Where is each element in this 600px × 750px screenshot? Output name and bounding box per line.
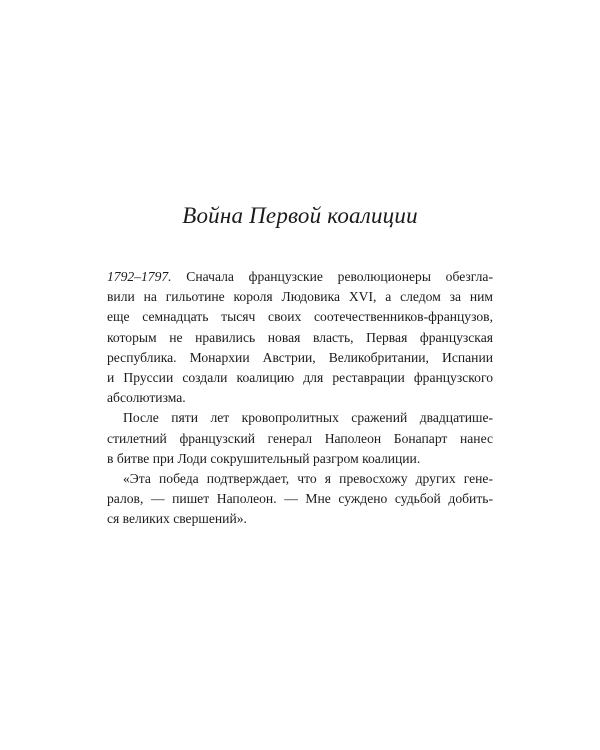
text-line: ралов, — пишет Наполеон. — Мне суждено судьбой добить- xyxy=(107,491,493,507)
text-line: и Пруссии создали коалицию для реставрации французского xyxy=(107,370,493,386)
text-line: вили на гильотине короля Людовика XVI, а следом за ним xyxy=(107,289,493,305)
text-line: 1792–1797. Сначала французские революционеры обезгла- xyxy=(107,269,493,284)
text-line: «Эта победа подтверждает, что я превосхожу других гене- xyxy=(123,471,493,487)
paragraph-3 xyxy=(107,469,493,530)
date-range: 1792–1797. xyxy=(107,269,172,284)
text-line: еще семнадцать тысяч своих соотечественников-французов, xyxy=(107,309,493,325)
body-text xyxy=(107,267,493,530)
text-line: республика. Монархии Австрии, Великобритании, Испании xyxy=(107,349,493,365)
text-line: которым не нравились новая власть, Первая французская xyxy=(107,329,493,345)
text-line: После пяти лет кровопролитных сражений двадцатише- xyxy=(123,410,493,426)
text-line: стилетний французский генерал Наполеон Бонапарт нанес xyxy=(107,430,493,446)
paragraph-2 xyxy=(107,408,493,469)
chapter-title: Война Первой коалиции xyxy=(182,203,418,228)
paragraph-1 xyxy=(107,267,493,408)
text-line: в битве при Лоди сокрушительный разгром коалиции. xyxy=(107,450,421,466)
text-line: ся великих свершений». xyxy=(107,511,247,527)
text-line: абсолютизма. xyxy=(107,390,186,406)
